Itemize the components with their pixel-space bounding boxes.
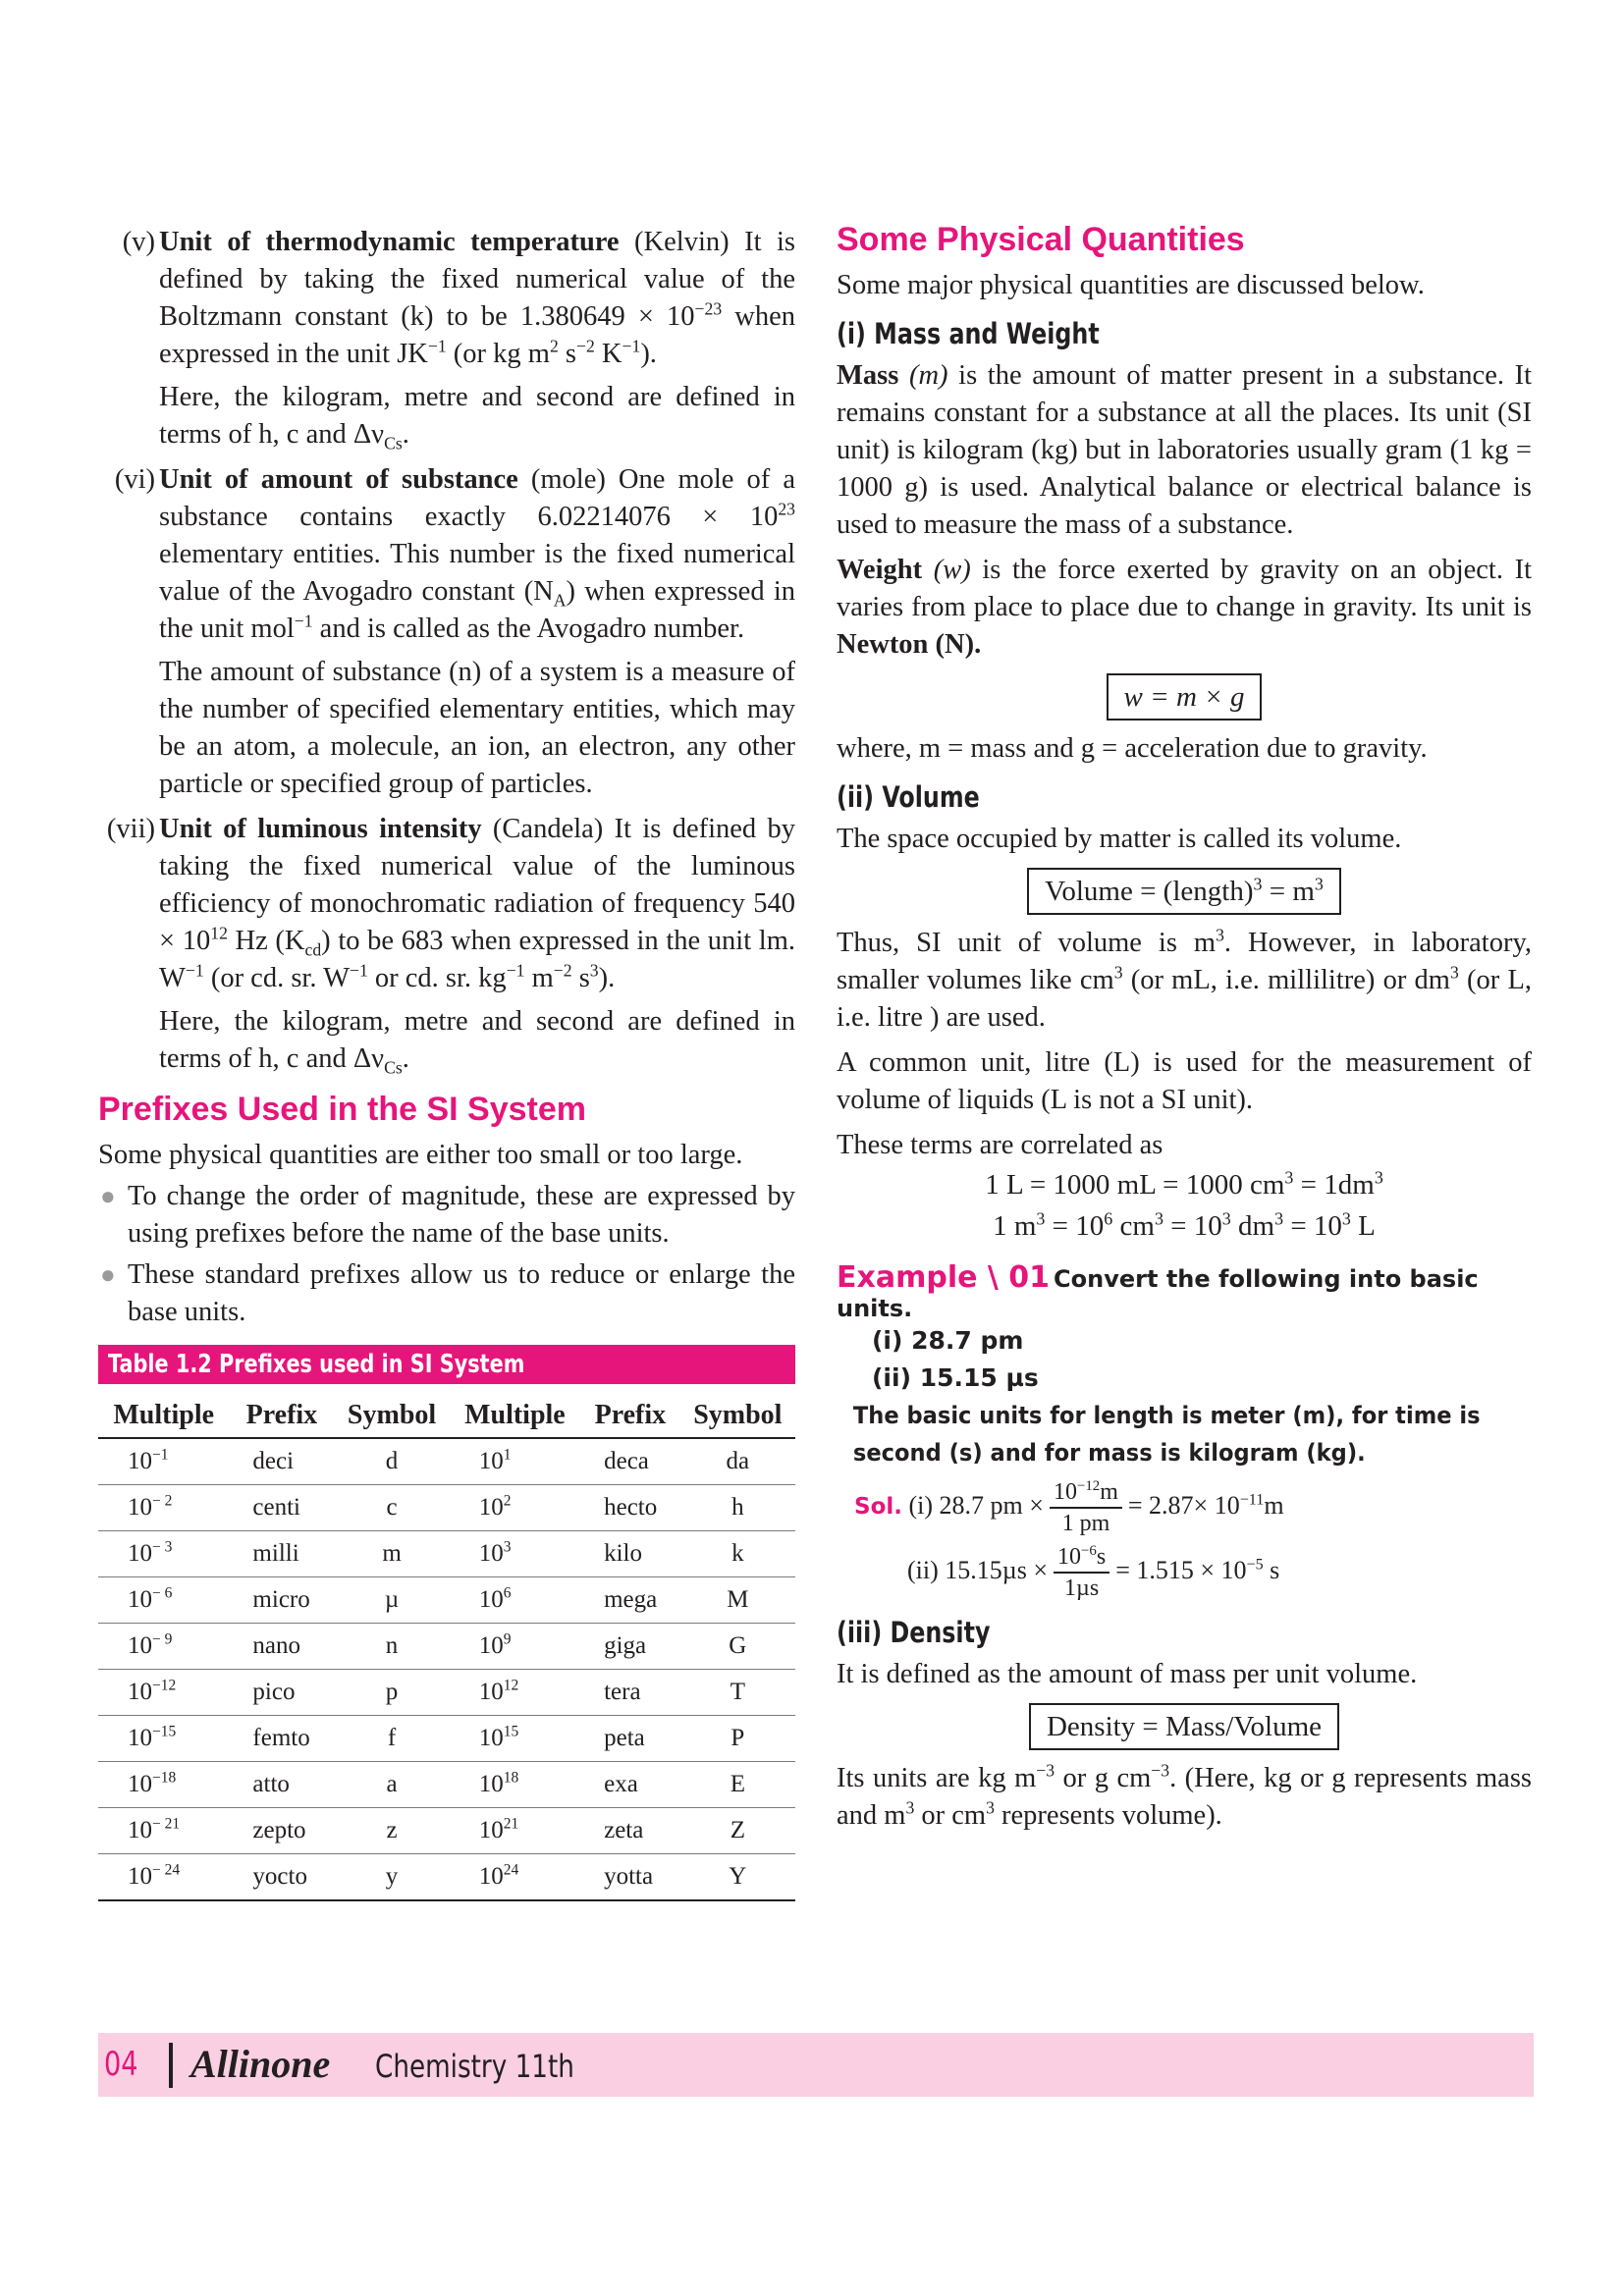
- book-title: Chemistry 11th: [375, 2048, 574, 2085]
- table-cell: $10^{-1}$: [98, 1438, 229, 1485]
- table-cell: pico: [229, 1670, 334, 1716]
- table-cell: µ: [334, 1577, 449, 1624]
- item-title: Unit of thermodynamic temperature: [159, 227, 620, 257]
- table-cell: $10^9$: [450, 1624, 580, 1670]
- table-cell: P: [680, 1716, 795, 1762]
- subheading-volume: (ii) Volume: [837, 780, 980, 814]
- table-cell: nano: [229, 1624, 334, 1670]
- correlation-text: These terms are correlated as: [837, 1130, 1163, 1160]
- candela-note: Here, the kilogram, metre and second are defined in terms of h, c and $\Delta\nu_{Cs}$.: [159, 1006, 795, 1078]
- bullet-item: ● These standard prefixes allow us to reduce or enlarge the base units.: [98, 1256, 795, 1331]
- table-cell: Y: [680, 1854, 795, 1901]
- table-cell: $10^{- 9}$: [98, 1624, 229, 1670]
- column-header: Prefix: [580, 1394, 680, 1438]
- item-title: Unit of luminous intensity: [159, 814, 482, 844]
- column-header: Prefix: [229, 1394, 334, 1438]
- subheading-mass-weight: (i) Mass and Weight: [837, 317, 1100, 350]
- table-cell: deci: [229, 1438, 334, 1485]
- litre-text: A common unit, litre (L) is used for the measurement of volume of liquids (L is not a SI unit).: [837, 1047, 1532, 1115]
- table-row: [98, 1438, 795, 1485]
- table-cell: p: [334, 1670, 449, 1716]
- table-cell: femto: [229, 1716, 334, 1762]
- footer-divider: [169, 2043, 173, 2088]
- page-footer: [98, 2033, 1534, 2097]
- table-cell: c: [334, 1485, 449, 1531]
- table-row: [98, 1485, 795, 1531]
- section-heading-physical-quantities: Some Physical Quantities: [837, 221, 1245, 258]
- table-caption: Table 1.2 Prefixes used in SI System: [98, 1345, 795, 1384]
- table-cell: mega: [580, 1577, 680, 1624]
- table-cell: $10^{-12}$: [98, 1670, 229, 1716]
- right-column: [837, 221, 1533, 1835]
- formula-volume: Volume = (length)$^3$ = $m^3$: [837, 868, 1532, 915]
- table-cell: $10^{18}$: [450, 1762, 580, 1808]
- table-cell: z: [334, 1808, 449, 1854]
- candela-definition: Unit of luminous intensity (Candela) It is defined by taking the fixed numerical value of the luminous efficiency of monochromatic radiation of frequency $540 \times 10^{12}$ Hz $(K_{cd})$ to be 683 when expressed in the unit lm. $W^{-1}$ (or cd. sr. $W^{-1}$ or cd. sr. $kg^{-1}$ $m^{-2}$ $s^3$).: [159, 814, 796, 993]
- table-cell: $10^{- 6}$: [98, 1577, 229, 1624]
- page-number: 04: [104, 2045, 138, 2084]
- mass-definition: Mass (m) is the amount of matter present in a substance. It remains constant for a substance at all the places. Its unit (SI unit) is kilogram (kg) but in laboratories usually gram (1 kg = 1000 g) is used. Analytical balance or electrical balance is used to measure the mass of a substance.: [837, 360, 1532, 540]
- table-cell: y: [334, 1854, 449, 1901]
- item-title: Unit of amount of substance: [159, 464, 518, 495]
- table-row: [98, 1624, 795, 1670]
- unit-item-kelvin: [98, 224, 795, 454]
- formula-density: Density = Mass/Volume: [837, 1703, 1532, 1750]
- column-header: Multiple: [450, 1394, 580, 1438]
- table-row: [98, 1808, 795, 1854]
- table-row: [98, 1531, 795, 1577]
- column-header: Multiple: [98, 1394, 229, 1438]
- bullet-item: ● To change the order of magnitude, these are expressed by using prefixes before the name of the base units.: [98, 1178, 795, 1253]
- table-row: [98, 1577, 795, 1624]
- equation-litre: 1 L = 1000 mL = 1000 $cm^3 = 1dm^3$: [985, 1167, 1383, 1201]
- table-cell: $10^2$: [450, 1485, 580, 1531]
- table-row: [98, 1854, 795, 1901]
- table-cell: zeta: [580, 1808, 680, 1854]
- prefixes-intro: Some physical quantities are either too small or too large.: [98, 1140, 743, 1170]
- prefix-table: [98, 1394, 795, 1901]
- table-cell: yocto: [229, 1854, 334, 1901]
- kelvin-note: Here, the kilogram, metre and second are defined in terms of h, c and $\Delta\nu_{Cs}$.: [159, 382, 795, 454]
- section-heading-prefixes: Prefixes Used in the SI System: [98, 1091, 586, 1128]
- unit-item-candela: [98, 811, 795, 1078]
- table-cell: yotta: [580, 1854, 680, 1901]
- table-cell: exa: [580, 1762, 680, 1808]
- table-cell: atto: [229, 1762, 334, 1808]
- physical-quantities-intro: Some major physical quantities are discussed below.: [837, 270, 1425, 300]
- weight-definition: Weight (w) is the force exerted by gravity on an object. It varies from place to place due to change in gravity. Its unit is Newton (N).: [837, 555, 1533, 660]
- solution-line-2: (ii) 15.15µs × $\frac{10^{-6}s}{\text{1µs}}$ = $1.515 \times 10^{-5}$ s: [907, 1543, 1280, 1601]
- table-cell: m: [334, 1531, 449, 1577]
- table-cell: $10^{12}$: [450, 1670, 580, 1716]
- density-units-text: Its units are kg $m^{-3}$ or g $cm^{-3}$. (Here, kg or g represents mass and $m^3$ or $cm^3$ represents volume).: [837, 1760, 1533, 1831]
- table-cell: $10^6$: [450, 1577, 580, 1624]
- subheading-density: (iii) Density: [837, 1616, 991, 1649]
- table-cell: zepto: [229, 1808, 334, 1854]
- table-cell: $10^{- 24}$: [98, 1854, 229, 1901]
- table-row: [98, 1670, 795, 1716]
- brand-logo: Allinone: [190, 2042, 331, 2086]
- column-header: Symbol: [334, 1394, 449, 1438]
- table-cell: d: [334, 1438, 449, 1485]
- table-cell: milli: [229, 1531, 334, 1577]
- column-header: Symbol: [680, 1394, 795, 1438]
- table-cell: tera: [580, 1670, 680, 1716]
- table-cell: n: [334, 1624, 449, 1670]
- unit-item-mole: [98, 461, 795, 803]
- table-cell: $10^{- 21}$: [98, 1808, 229, 1854]
- table-cell: $10^{21}$: [450, 1808, 580, 1854]
- table-cell: $10^{-18}$: [98, 1762, 229, 1808]
- equation-cubic-metre: 1 $m^3 = 10^6$ $cm^3 = 10^3$ $dm^3 = 10^3$ L: [993, 1208, 1376, 1242]
- table-cell: $10^{15}$: [450, 1716, 580, 1762]
- table-cell: kilo: [580, 1531, 680, 1577]
- table-cell: $10^1$: [450, 1438, 580, 1485]
- example-title: Example \ 01 Convert the following into basic units.: [837, 1260, 1479, 1322]
- table-cell: hecto: [580, 1485, 680, 1531]
- fraction: $\frac{10^{-6}s}{\text{1µs}}$: [1054, 1542, 1109, 1603]
- mole-definition: Unit of amount of substance (mole) One mole of a substance contains exactly $6.02214076 \times 10^{23}$ elementary entities. This number is the fixed numerical value of the Avogadro constant $(N_A)$ when expressed in the unit mol$^{-1}$ and is called as the Avogadro number.: [159, 464, 795, 644]
- table-cell: f: [334, 1716, 449, 1762]
- table-cell: deca: [580, 1438, 680, 1485]
- table-cell: micro: [229, 1577, 334, 1624]
- table-row: [98, 1716, 795, 1762]
- table-header-row: [98, 1394, 795, 1438]
- example-q1: (i) 28.7 pm: [872, 1326, 1024, 1355]
- volume-units-text: Thus, SI unit of volume is $m^3$. However, in laboratory, smaller volumes like $cm^3$ (or mL, i.e. millilitre) or $dm^3$ (or L, i.e. litre ) are used.: [837, 925, 1532, 1033]
- item-number: (vii): [106, 814, 155, 844]
- item-number: (v): [122, 227, 155, 257]
- table-cell: h: [680, 1485, 795, 1531]
- table-cell: G: [680, 1624, 795, 1670]
- left-column: [98, 224, 795, 1901]
- table-cell: centi: [229, 1485, 334, 1531]
- table-cell: Z: [680, 1808, 795, 1854]
- item-number: (vi): [114, 464, 155, 495]
- table-cell: $10^{- 2}$: [98, 1485, 229, 1531]
- table-cell: peta: [580, 1716, 680, 1762]
- table-cell: E: [680, 1762, 795, 1808]
- table-cell: giga: [580, 1624, 680, 1670]
- kelvin-definition: Unit of thermodynamic temperature (Kelvin) It is defined by taking the fixed numerical value of the Boltzmann constant (k) to be $1.380649 \times 10^{-23}$ when expressed in the unit $JK^{-1}$ (or kg $m^2$ $s^{-2}$ $K^{-1}$).: [159, 227, 795, 369]
- volume-definition: The space occupied by matter is called its volume.: [837, 824, 1402, 854]
- table-cell: $10^{-15}$: [98, 1716, 229, 1762]
- table-cell: $10^{- 3}$: [98, 1531, 229, 1577]
- table-body: [98, 1438, 795, 1900]
- table-cell: M: [680, 1577, 795, 1624]
- example-block: [837, 1260, 1532, 1603]
- bullet-icon: ●: [100, 1260, 116, 1289]
- example-hint: The basic units for length is meter (m), for time is second (s) and for mass is kilogram (kg).: [852, 1402, 1481, 1467]
- bullet-icon: ●: [100, 1182, 116, 1210]
- solution-line-1: Sol. (i) 28.7 pm × $\frac{10^{-12}m}{1 pm}$ = $2.87\times 10^{-11}m$: [854, 1478, 1284, 1536]
- weight-where: where, m = mass and g = acceleration due to gravity.: [837, 733, 1428, 764]
- table-cell: $10^{24}$: [450, 1854, 580, 1901]
- table-row: [98, 1762, 795, 1808]
- table-cell: $10^3$: [450, 1531, 580, 1577]
- density-definition: It is defined as the amount of mass per unit volume.: [837, 1659, 1418, 1689]
- mole-note: The amount of substance (n) of a system is a measure of the number of specified elementary entities, which may be an atom, a molecule, an ion, an electron, any other particle or specified group of particles.: [159, 657, 795, 799]
- formula-weight: w = m × g: [837, 673, 1532, 721]
- table-cell: a: [334, 1762, 449, 1808]
- table-cell: T: [680, 1670, 795, 1716]
- table-cell: k: [680, 1531, 795, 1577]
- table-cell: da: [680, 1438, 795, 1485]
- fraction: $\frac{10^{-12}m}{1 pm}$: [1050, 1477, 1122, 1538]
- example-q2: (ii) 15.15 µs: [872, 1363, 1039, 1392]
